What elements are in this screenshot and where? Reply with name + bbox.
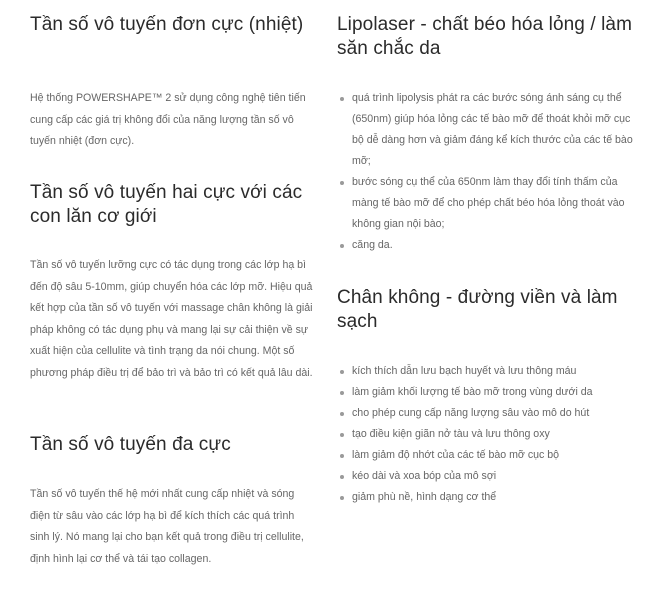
list-item: làm giảm khối lượng tế bào mỡ trong vùng dưới da [337, 382, 593, 403]
section-title-monopolar-rf: Tần số vô tuyến đơn cực (nhiệt) [30, 14, 304, 35]
list-item: căng da. [337, 235, 637, 256]
vacuum-bullet-list [337, 361, 593, 508]
section-title-bipolar-rf: Tần số vô tuyến hai cực với các con lăn cơ giới [30, 182, 303, 227]
list-item: giảm phù nề, hình dạng cơ thể [337, 487, 593, 508]
section-title-multipolar-rf: Tần số vô tuyến đa cực [30, 434, 231, 455]
section-title-vacuum: Chân không - đường viền và làm sạch [337, 287, 618, 332]
list-item: kích thích dẫn lưu bạch huyết và lưu thông máu [337, 361, 593, 382]
lipolaser-bullet-list [337, 88, 637, 256]
section-title-lipolaser: Lipolaser - chất béo hóa lỏng / làm săn chắc da [337, 14, 633, 59]
section-text-monopolar-rf: Hệ thống POWERSHAPE™ 2 sử dụng công nghệ tiên tiến cung cấp các giá trị không đổi của năng lượng tần số vô tuyến nhiệt (đơn cực). [30, 92, 306, 147]
section-text-bipolar-rf: Tần số vô tuyến lưỡng cực có tác dụng trong các lớp hạ bì đến độ sâu 5-10mm, giúp chuyển hóa các lớp mỡ. Hiệu quả kết hợp của tần số vô tuyến với massage chân không là giải pháp không có tác dụng phụ và mang lại sự cải thiện về sự xuất hiện của cellulite và tình trạng da nói chung. Một số phương pháp điều trị để bảo trì và bảo trì có kết quả lâu dài. [30, 259, 313, 379]
list-item: kéo dài và xoa bóp của mô sợi [337, 466, 593, 487]
list-item: bước sóng cụ thể của 650nm làm thay đổi tính thấm của màng tế bào mỡ để cho phép chất béo hóa lỏng thoát vào không gian nội bào; [337, 172, 637, 235]
list-item: cho phép cung cấp năng lượng sâu vào mô do hút [337, 403, 593, 424]
list-item: tạo điều kiện giãn nở tàu và lưu thông oxy [337, 424, 593, 445]
section-text-multipolar-rf: Tần số vô tuyến thế hệ mới nhất cung cấp nhiệt và sóng điện từ sâu vào các lớp hạ bì để kích thích các quá trình sinh lý. Nó mang lại cho bạn kết quả trong điều trị cellulite, định hình lại cơ thể và tái tạo collagen. [30, 488, 304, 565]
list-item: làm giảm độ nhớt của các tế bào mỡ cục bộ [337, 445, 593, 466]
list-item: quá trình lipolysis phát ra các bước sóng ánh sáng cụ thể (650nm) giúp hóa lỏng các tế bào mỡ để thoát khỏi mỡ cục bộ dễ dàng hơn và giảm đáng kể kích thước của các tế bào mỡ; [337, 88, 637, 172]
